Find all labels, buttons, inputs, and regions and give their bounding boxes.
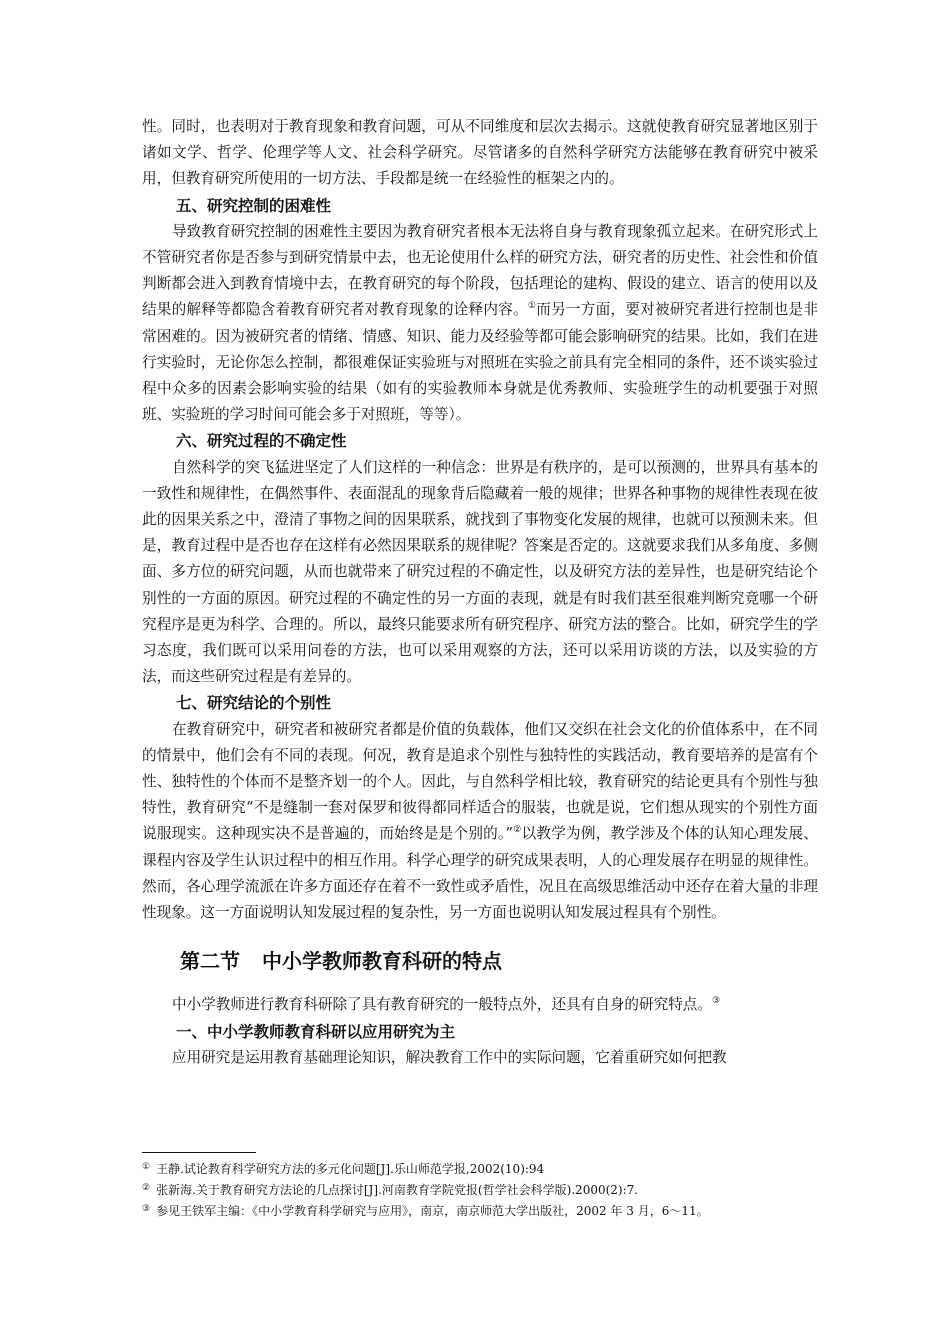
section-heading-7: 七、研究结论的个别性: [176, 694, 332, 713]
subsection-1-paragraph: 应用研究是运用教育基础理论知识，解决教育工作中的实际问题，它着重研究如何把教: [172, 1048, 727, 1066]
chapter-number: 第二节: [180, 949, 240, 974]
footnotes: [142, 1158, 842, 1221]
chapter-heading: [142, 946, 818, 976]
main-text: [142, 114, 818, 1071]
footnote-mark: ②: [142, 1183, 151, 1193]
paragraph-continuation: 性。同时，也表明对于教育现象和教育问题，可从不同维度和层次去揭示。这就使教育研究显著地区别于诸如文学、哲学、伦理学等人文、社会科学研究。尽管诸多的自然科学研究方法能够在教育研究中被采用，但教育研究所使用的一切方法、手段都是统一在经验性的框架之内的。: [142, 118, 818, 188]
footnote-mark: ③: [142, 1204, 151, 1214]
footnote-separator: [142, 1152, 256, 1153]
footnote-ref-1[interactable]: ①: [527, 301, 537, 312]
footnote-text: 参见王铁军主编：《中小学教育科学研究与应用》，南京，南京师范大学出版社，2002 年 3 月，6～11。: [156, 1204, 709, 1218]
footnote-ref-2[interactable]: ②: [513, 825, 522, 836]
chapter-intro-text: 中小学教师进行教育科研除了具有教育研究的一般特点外，还具有自身的研究特点。: [172, 996, 712, 1014]
chapter-intro: [142, 992, 818, 1018]
footnote-2: [142, 1179, 842, 1200]
footnote-text: 张新海.关于教育研究方法论的几点探讨[J].河南教育学院党报(哲学社会科学版).2000(2):7.: [156, 1183, 639, 1197]
footnote-1: [142, 1158, 842, 1179]
footnote-3: [142, 1200, 842, 1221]
section-5-text-b: 而另一方面，要对被研究者进行控制也是非常困难的。因为被研究者的情绪、情感、知识、能力及经验等都可能会影响研究的结果。比如，我们在进行实验时，无论你怎么控制，都很难保证实验班与对照班在实验之前具有完全相同的条件，还不谈实验过程中众多的因素会影响实验的结果（如有的实验教师本身就是优秀教师、实验班学生的动机要强于对照班、实验班的学习时间可能会多于对照班，等等）。: [142, 301, 818, 424]
section-6-paragraph: 自然科学的突飞猛进坚定了人们这样的一种信念：世界是有秩序的，是可以预测的，世界具有基本的一致性和规律性，在偶然事件、表面混乱的现象背后隐藏着一般的规律；世界各种事物的规律性表现在彼此的因果关系之中，澄清了事物之间的因果联系，就找到了事物变化发展的规律，也就可以预测未来。但是，教育过程中是否也存在这样有必然因果联系的规律呢？答案是否定的。这就要求我们从多角度、多侧面、多方位的研究问题，从而也就带来了研究过程的不确定性，以及研究方法的差异性，也是研究结论个别性的一方面的原因。研究过程的不确定性的另一方面的表现，就是有时我们甚至很难判断究竟哪一个研究程序是更为科学、合理的。所以，最终只能要求所有研究程序、研究方法的整合。比如，研究学生的学习态度，我们既可以采用问卷的方法，也可以采用观察的方法，还可以采用访谈的方法，以及实验的方法，而这些研究过程是有差异的。: [142, 458, 818, 686]
subsection-heading-1: 一、中小学教师教育科研以应用研究为主: [176, 1022, 456, 1041]
footnote-mark: ①: [142, 1162, 151, 1172]
chapter-title: 中小学教师教育科研的特点: [262, 949, 502, 974]
section-heading-6: 六、研究过程的不确定性: [176, 432, 347, 451]
footnote-ref-3[interactable]: ③: [711, 996, 721, 1007]
footnote-text: 王静.试论教育科学研究方法的多元化问题[J].乐山师范学报,2002(10):94: [156, 1162, 545, 1176]
section-7-paragraph: [142, 717, 818, 927]
section-heading-5: 五、研究控制的困难性: [176, 196, 332, 215]
section-5-paragraph: [142, 219, 818, 429]
section-5-text-a: 导致教育研究控制的困难性主要因为教育研究者根本无法将自身与教育现象孤立起来。在研究形式上不管研究者你是否参与到研究情景中去，也无论使用什么样的研究方法，研究者的历史性、社会性和价值判断都会进入到教育情境中去，在教育研究的每个阶段，包括理论的建构、假设的建立、语言的使用以及结果的解释等都隐含着教育研究者对教育现象的诠释内容。: [142, 222, 818, 319]
section-7-text-a: 在教育研究中，研究者和被研究者都是价值的负载体，他们又交织在社会文化的价值体系中，在不同的情景中，他们会有不同的表现。何况，教育是追求个别性与独特性的实践活动，教育要培养的是富有个性、独特性的个体而不是整齐划一的个人。因此，与自然科学相比较，教育研究的结论更具有个别性与独特性，教育研究“不是缝制一套对保罗和彼得都同样适合的服装，也就是说，它们想从现实的个别性方面说服现实。这种现实决不是普遍的，而始终是是个别的。”: [142, 720, 818, 843]
section-7-text-b: 以教学为例，教学涉及个体的认知心理发展、课程内容及学生认识过程中的相互作用。科学心理学的研究成果表明，人的心理发展存在明显的规律性。然而，各心理学流派在许多方面还存在着不一致性或矛盾性，况且在高级思维活动中还存在着大量的非理性现象。这一方面说明认知发展过程的复杂性，另一方面也说明认知发展过程具有个别性。: [142, 825, 818, 922]
